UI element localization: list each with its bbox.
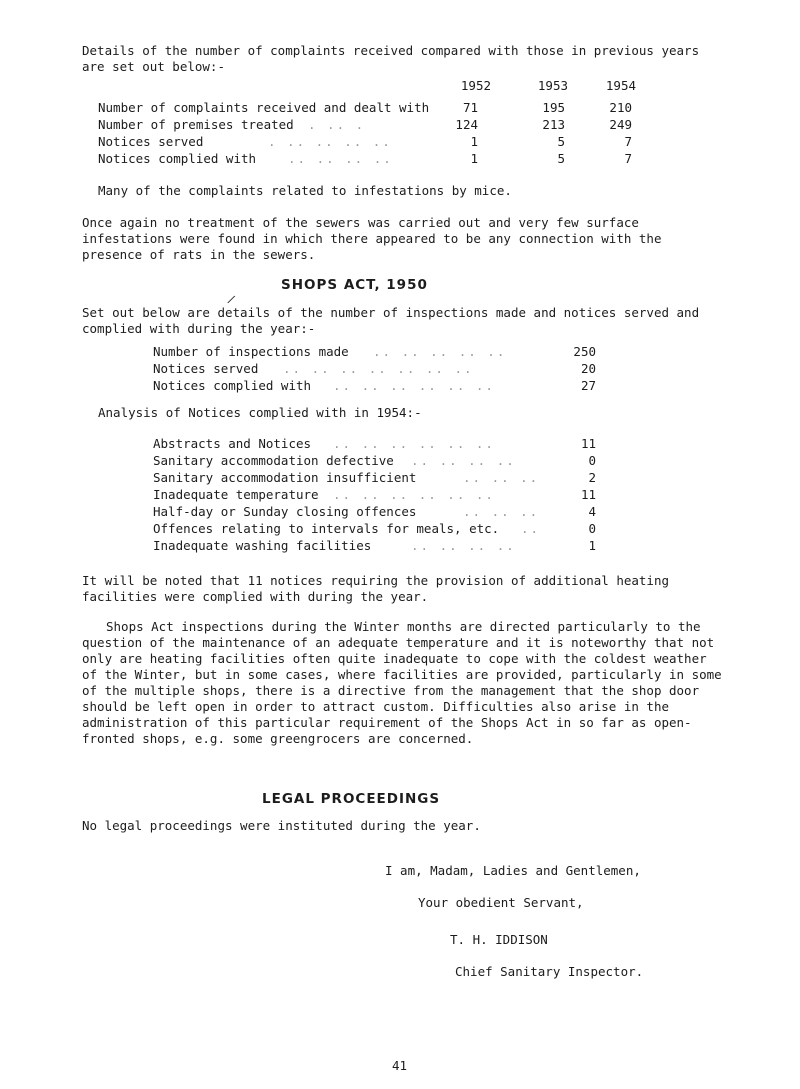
item-label: Number of inspections made bbox=[153, 344, 349, 359]
winter-paragraph: Shops Act inspections during the Winter months are directed particularly to the question of the maintenance of an adequate temperature and it is noteworthy that not only are heating facilities often quite inadequate to cope with the coldest weather of the Winter, but in some cases, where facilities are provided, particularly in some of the multiple shops, there is a directive from the management that the shop door should be left open in order to attract custom. Difficulties also arise in the administration of this particular requirement of the Shops Act in so far as open-fronted shops, e.g. some greengrocers are concerned. bbox=[82, 619, 722, 746]
list-item bbox=[153, 470, 633, 487]
cell-value: 195 bbox=[542, 100, 565, 115]
leader-dots: .. .. .. .. .. bbox=[373, 344, 507, 359]
signatory-title: Chief Sanitary Inspector. bbox=[455, 964, 644, 979]
closing-servant: Your obedient Servant, bbox=[418, 895, 584, 910]
item-label: Inadequate washing facilities bbox=[153, 538, 372, 553]
cell-value: 7 bbox=[624, 151, 632, 166]
leader-dots: .. .. .. .. bbox=[411, 453, 516, 468]
leader-dots: .. .. .. .. bbox=[411, 538, 516, 553]
item-label: Sanitary accommodation defective bbox=[153, 453, 394, 468]
item-value: 4 bbox=[588, 504, 596, 519]
year-header: 1953 bbox=[537, 78, 568, 93]
cell-value: 249 bbox=[609, 117, 632, 132]
intro-paragraph: Details of the number of complaints received compared with those in previous years are set out below:- bbox=[82, 43, 700, 74]
cell-value: 213 bbox=[542, 117, 565, 132]
shops-act-heading: SHOPS ACT, 1950 bbox=[281, 277, 428, 293]
item-value: 20 bbox=[580, 361, 596, 376]
sewers-paragraph: Once again no treatment of the sewers was carried out and very few surface infestations were found in which there appeared to be any connection with the presence of rats in the sewers. bbox=[82, 215, 662, 262]
signatory-name: T. H. IDDISON bbox=[450, 932, 548, 947]
closing-salutation: I am, Madam, Ladies and Gentlemen, bbox=[385, 863, 641, 878]
item-label: Sanitary accommodation insufficient bbox=[153, 470, 417, 485]
complaints-table bbox=[98, 78, 658, 178]
row-label: Notices complied with bbox=[98, 151, 257, 166]
item-label: Notices complied with bbox=[153, 378, 312, 393]
item-label: Notices served bbox=[153, 361, 259, 376]
cell-value: 1 bbox=[470, 134, 478, 149]
list-item bbox=[153, 521, 633, 538]
list-item bbox=[153, 436, 633, 453]
item-value: 1 bbox=[588, 538, 596, 553]
mice-note: Many of the complaints related to infestations by mice. bbox=[98, 183, 512, 198]
analysis-heading: Analysis of Notices complied with in 1954:- bbox=[98, 405, 422, 420]
list-item bbox=[153, 538, 633, 555]
leader-dots: .. .. .. .. bbox=[288, 151, 393, 166]
cell-value: 210 bbox=[609, 100, 632, 115]
row-label: Notices served bbox=[98, 134, 204, 149]
item-label: Inadequate temperature bbox=[153, 487, 319, 502]
cell-value: 124 bbox=[455, 117, 478, 132]
legal-text: No legal proceedings were instituted during the year. bbox=[82, 818, 481, 833]
cell-value: 71 bbox=[462, 100, 478, 115]
leader-dots: . .. .. .. .. bbox=[268, 134, 392, 149]
cell-value: 7 bbox=[624, 134, 632, 149]
item-value: 11 bbox=[580, 436, 596, 451]
leader-dots: .. .. .. bbox=[463, 470, 540, 485]
legal-proceedings-heading: LEGAL PROCEEDINGS bbox=[262, 791, 441, 807]
leader-dots: .. .. .. .. .. .. bbox=[333, 436, 495, 451]
leader-dots: .. .. .. .. .. .. bbox=[333, 487, 495, 502]
list-item bbox=[153, 361, 633, 378]
item-value: 250 bbox=[573, 344, 596, 359]
heating-paragraph: It will be noted that 11 notices requiring the provision of additional heating facilities were complied with during the year. bbox=[82, 573, 669, 604]
inspections-list bbox=[153, 344, 633, 400]
list-item bbox=[153, 487, 633, 504]
item-value: 2 bbox=[588, 470, 596, 485]
item-value: 0 bbox=[588, 521, 596, 536]
item-label: Offences relating to intervals for meals, etc. bbox=[153, 521, 500, 536]
item-label: Half-day or Sunday closing offences bbox=[153, 504, 417, 519]
item-value: 27 bbox=[580, 378, 596, 393]
list-item bbox=[153, 378, 633, 395]
row-label: Number of premises treated bbox=[98, 117, 294, 132]
year-header-row bbox=[98, 78, 658, 100]
item-label: Abstracts and Notices bbox=[153, 436, 312, 451]
shops-intro-paragraph: Set out below are details of the number of inspections made and notices served and complied with during the year:- bbox=[82, 305, 700, 336]
list-item bbox=[153, 504, 633, 521]
row-label: Number of complaints received and dealt with bbox=[98, 100, 430, 115]
leader-dots: .. bbox=[521, 521, 541, 536]
cell-value: 5 bbox=[557, 134, 565, 149]
list-item bbox=[153, 344, 633, 361]
leader-dots: .. .. .. .. .. .. bbox=[333, 378, 495, 393]
cell-value: 5 bbox=[557, 151, 565, 166]
table-row bbox=[98, 151, 658, 168]
stray-mark: / bbox=[226, 292, 237, 307]
leader-dots: .. .. .. bbox=[463, 504, 540, 519]
list-item bbox=[153, 453, 633, 470]
table-row bbox=[98, 134, 658, 151]
leader-dots: . .. . bbox=[308, 117, 366, 132]
page-number: 41 bbox=[392, 1058, 408, 1073]
analysis-list bbox=[153, 436, 633, 556]
item-value: 0 bbox=[588, 453, 596, 468]
cell-value: 1 bbox=[470, 151, 478, 166]
item-value: 11 bbox=[580, 487, 596, 502]
leader-dots: .. .. .. .. .. .. .. bbox=[283, 361, 474, 376]
table-row bbox=[98, 117, 658, 134]
year-header: 1954 bbox=[605, 78, 636, 93]
table-row bbox=[98, 100, 658, 117]
year-header: 1952 bbox=[460, 78, 491, 93]
